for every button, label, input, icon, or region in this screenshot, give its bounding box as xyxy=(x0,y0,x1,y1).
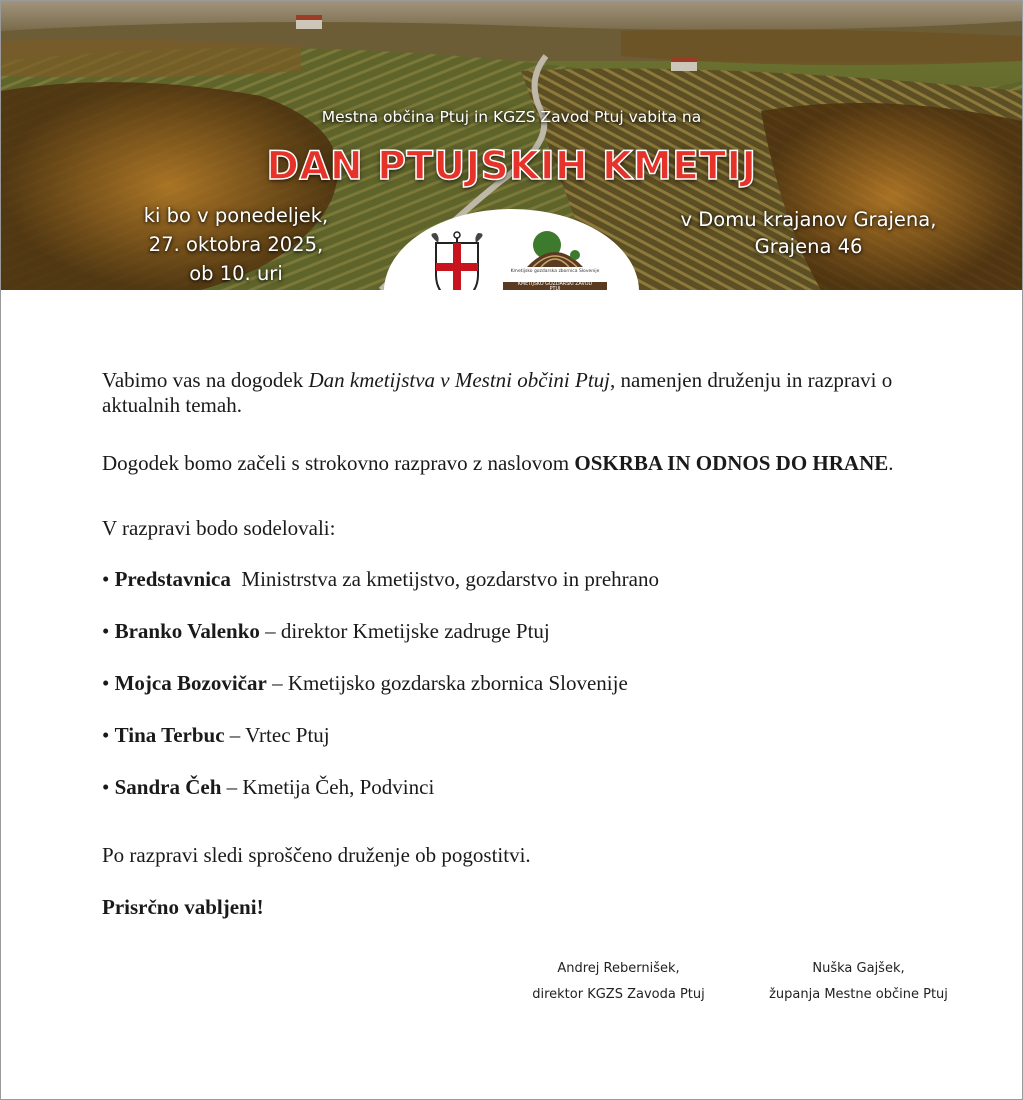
speaker-role: direktor Kmetijske zadruge Ptuj xyxy=(280,619,550,643)
signatory-title: direktor KGZS Zavoda Ptuj xyxy=(532,987,705,1002)
speaker-item xyxy=(102,775,962,800)
date-line-3: ob 10. uri xyxy=(189,262,283,285)
speaker-separator xyxy=(231,567,242,591)
bullet: • xyxy=(102,567,110,591)
speaker-list xyxy=(102,567,962,800)
intro-text-end: , namenjen druženju in razpravi o aktualnih temah. xyxy=(102,368,893,417)
speaker-role: Kmetija Čeh, Podvinci xyxy=(242,775,435,799)
kgzs-bar-line-2: PTUJ xyxy=(549,287,561,290)
event-title: DAN PTUJSKIH KMETIJ xyxy=(266,144,757,189)
date-line-1: ki bo v ponedeljek, xyxy=(143,204,329,227)
intro-text-start: Vabimo vas na dogodek xyxy=(102,368,309,392)
speaker-separator: – xyxy=(259,619,281,643)
speaker-name: Predstavnica xyxy=(114,567,231,591)
location-line-1: v Domu krajanov Grajena, xyxy=(680,208,937,231)
discussion-topic: OSKRBA IN ODNOS DO HRANE xyxy=(574,451,889,475)
speaker-item xyxy=(102,619,962,644)
speaker-role: Vrtec Ptuj xyxy=(245,723,330,747)
bullet: • xyxy=(102,723,110,747)
speaker-name: Sandra Čeh xyxy=(114,775,222,799)
speaker-item xyxy=(102,671,962,696)
kgzs-bar-line-1: KMETIJSKO GOZDARSKI ZAVOD xyxy=(517,282,593,287)
speaker-separator: – xyxy=(266,671,288,695)
speaker-separator: – xyxy=(224,723,246,747)
speaker-item xyxy=(102,723,962,748)
invitation-body xyxy=(102,368,962,920)
bullet: • xyxy=(102,671,110,695)
signatory-name: Andrej Rebernišek, xyxy=(557,961,680,976)
kgzs-logo-caption: Kmetijsko gozdarska zbornica Slovenije xyxy=(510,269,600,274)
event-name-emphasis: Dan kmetijstva v Mestni občini Ptuj xyxy=(308,368,610,392)
discussion-text-end: . xyxy=(888,451,894,475)
speaker-item xyxy=(102,567,962,592)
discussion-paragraph xyxy=(102,451,962,476)
speaker-separator: – xyxy=(221,775,243,799)
discussion-text-start: Dogodek bomo začeli s strokovno razpravo z naslovom xyxy=(102,451,575,475)
header-banner xyxy=(1,1,1022,290)
signatory-title: županja Mestne občine Ptuj xyxy=(769,987,948,1002)
bullet: • xyxy=(102,775,110,799)
signature-mayor xyxy=(741,956,976,1008)
date-line-2: 27. oktobra 2025, xyxy=(148,233,324,256)
kgzs-logo-icon xyxy=(499,229,611,290)
event-location xyxy=(661,206,956,260)
signatory-name: Nuška Gajšek, xyxy=(812,961,905,976)
ptuj-coat-of-arms-icon xyxy=(426,231,488,290)
kgzs-logo-bar xyxy=(503,282,607,290)
event-date-time xyxy=(101,201,371,288)
after-discussion-paragraph: Po razpravi sledi sproščeno druženje ob pogostitvi. xyxy=(102,843,531,867)
speaker-name: Tina Terbuc xyxy=(114,723,225,747)
participants-heading: V razpravi bodo sodelovali: xyxy=(102,516,336,540)
closing-line: Prisrčno vabljeni! xyxy=(102,895,264,919)
speaker-role: Ministrstva za kmetijstvo, gozdarstvo in prehrano xyxy=(241,567,659,591)
location-line-2: Grajena 46 xyxy=(754,235,863,258)
signature-kgzs-director xyxy=(506,956,731,1008)
speaker-role: Kmetijsko gozdarska zbornica Slovenije xyxy=(287,671,628,695)
speaker-name: Mojca Bozovičar xyxy=(114,671,267,695)
speaker-name: Branko Valenko xyxy=(114,619,260,643)
bullet: • xyxy=(102,619,110,643)
intro-paragraph xyxy=(102,368,962,418)
invitation-line: Mestna občina Ptuj in KGZS Zavod Ptuj vabita na xyxy=(321,108,702,126)
